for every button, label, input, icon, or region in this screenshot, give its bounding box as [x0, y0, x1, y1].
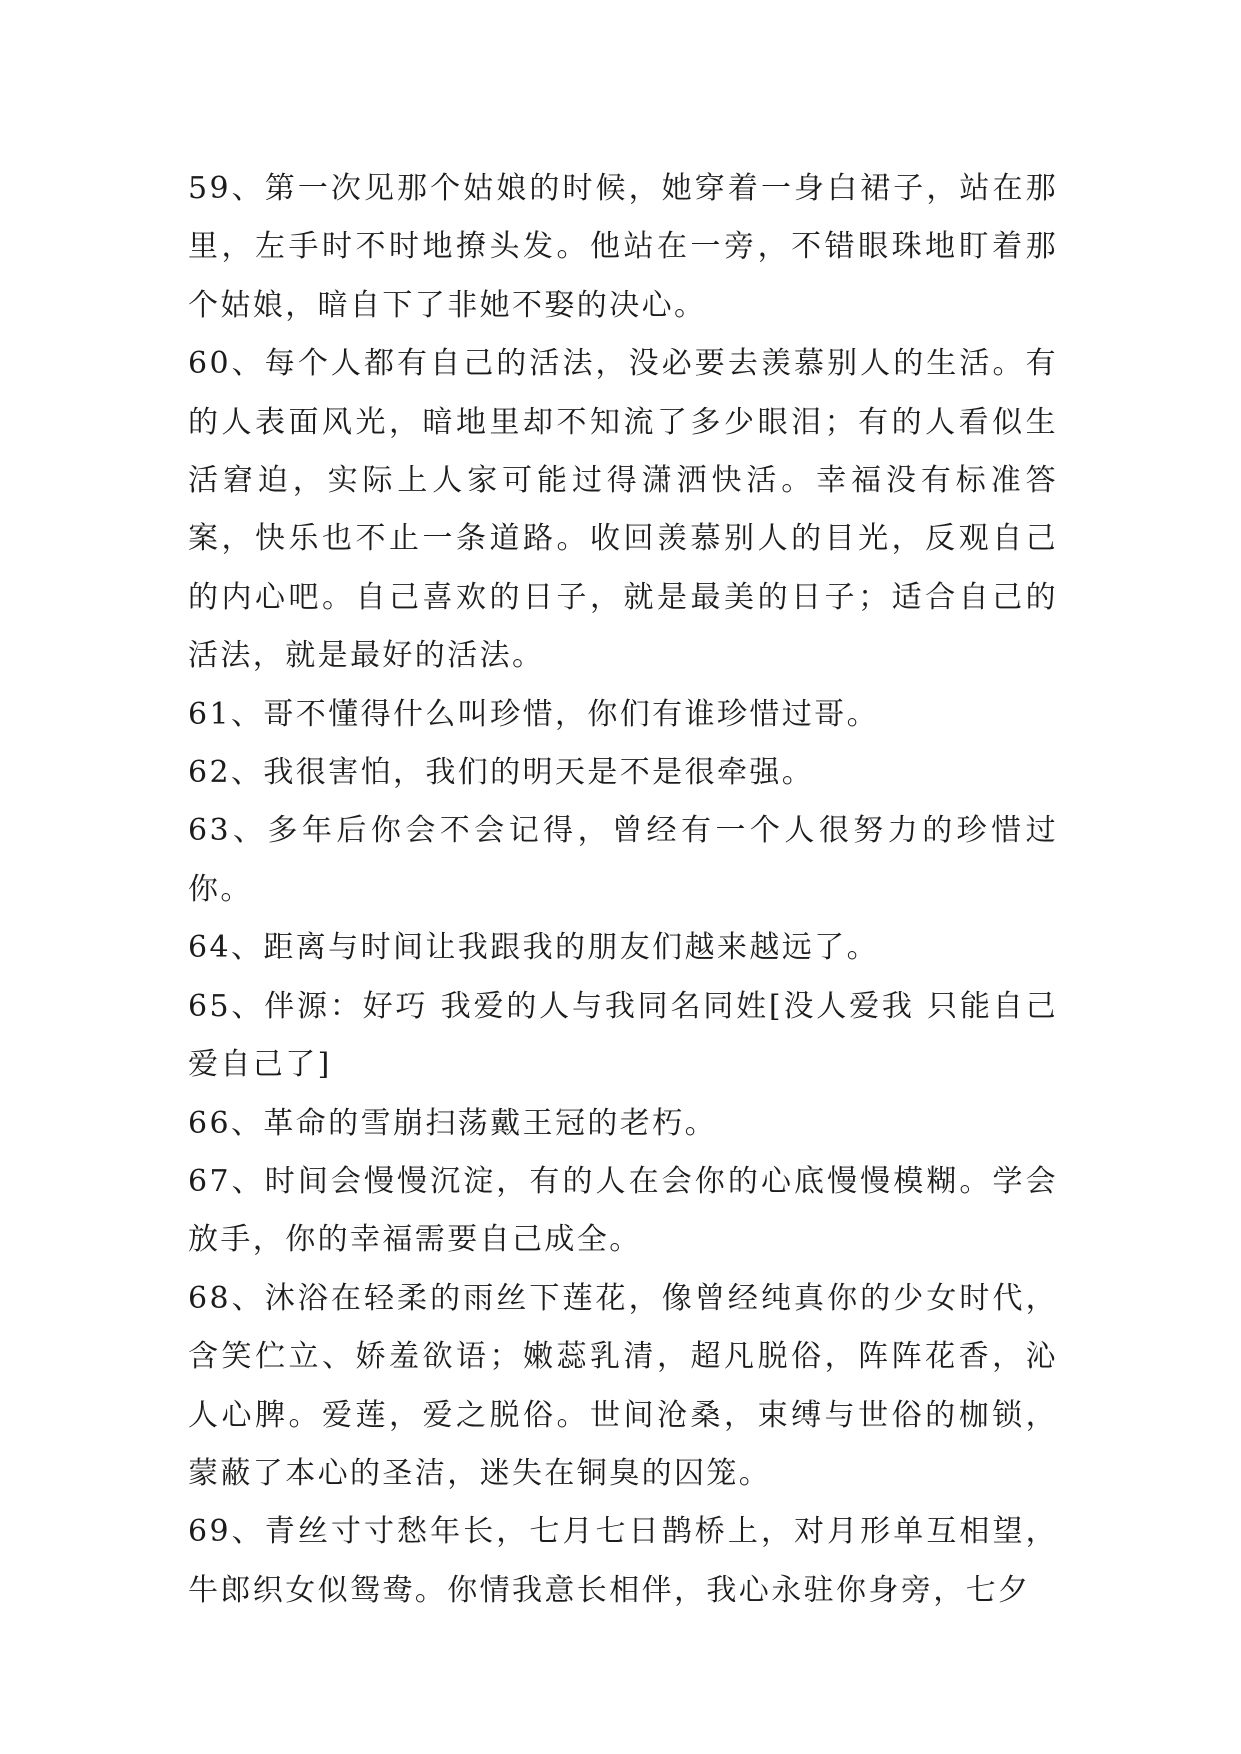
- paragraph-62: 62、我很害怕，我们的明天是不是很牵强。: [188, 755, 815, 791]
- paragraph-68: 68、沐浴在轻柔的雨丝下莲花，像曾经纯真你的少女时代，含笑伫立、娇羞欲语；嫩蕊乳清，超凡脱俗，阵阵花香，沁人心脾。爱莲，爱之脱俗。世间沧桑，束缚与世俗的枷锁，蒙蔽了本心的圣洁，迷失在铜臭的囚笼。: [188, 1280, 1058, 1491]
- document-body: [188, 160, 1058, 1620]
- paragraph-59: 59、第一次见那个姑娘的时候，她穿着一身白裙子，站在那里，左手时不时地撩头发。他站在一旁，不错眼珠地盯着那个姑娘，暗自下了非她不娶的决心。: [188, 171, 1058, 323]
- paragraph-69: 69、青丝寸寸愁年长，七月七日鹊桥上，对月形单互相望，牛郎织女似鸳鸯。你情我意长相伴，我心永驻你身旁，七夕: [188, 1514, 1058, 1608]
- paragraph-61: 61、哥不懂得什么叫珍惜，你们有谁珍惜过哥。: [188, 696, 879, 732]
- paragraph-60: 60、每个人都有自己的活法，没必要去羡慕别人的生活。有的人表面风光，暗地里却不知流了多少眼泪；有的人看似生活窘迫，实际上人家可能过得潇洒快活。幸福没有标准答案，快乐也不止一条道路。收回羡慕别人的目光，反观自己的内心吧。自己喜欢的日子，就是最美的日子；适合自己的活法，就是最好的活法。: [188, 346, 1058, 674]
- paragraph-65: 65、伴源：好巧 我爱的人与我同名同姓[没人爱我 只能自己爱自己了]: [188, 988, 1058, 1083]
- paragraph-63: 63、多年后你会不会记得，曾经有一个人很努力的珍惜过你。: [188, 813, 1058, 907]
- paragraph-66: 66、革命的雪崩扫荡戴王冠的老朽。: [188, 1105, 717, 1141]
- paragraph-67: 67、时间会慢慢沉淀，有的人在会你的心底慢慢模糊。学会放手，你的幸福需要自己成全。: [188, 1163, 1058, 1258]
- paragraph-64: 64、距离与时间让我跟我的朋友们越来越远了。: [188, 930, 879, 966]
